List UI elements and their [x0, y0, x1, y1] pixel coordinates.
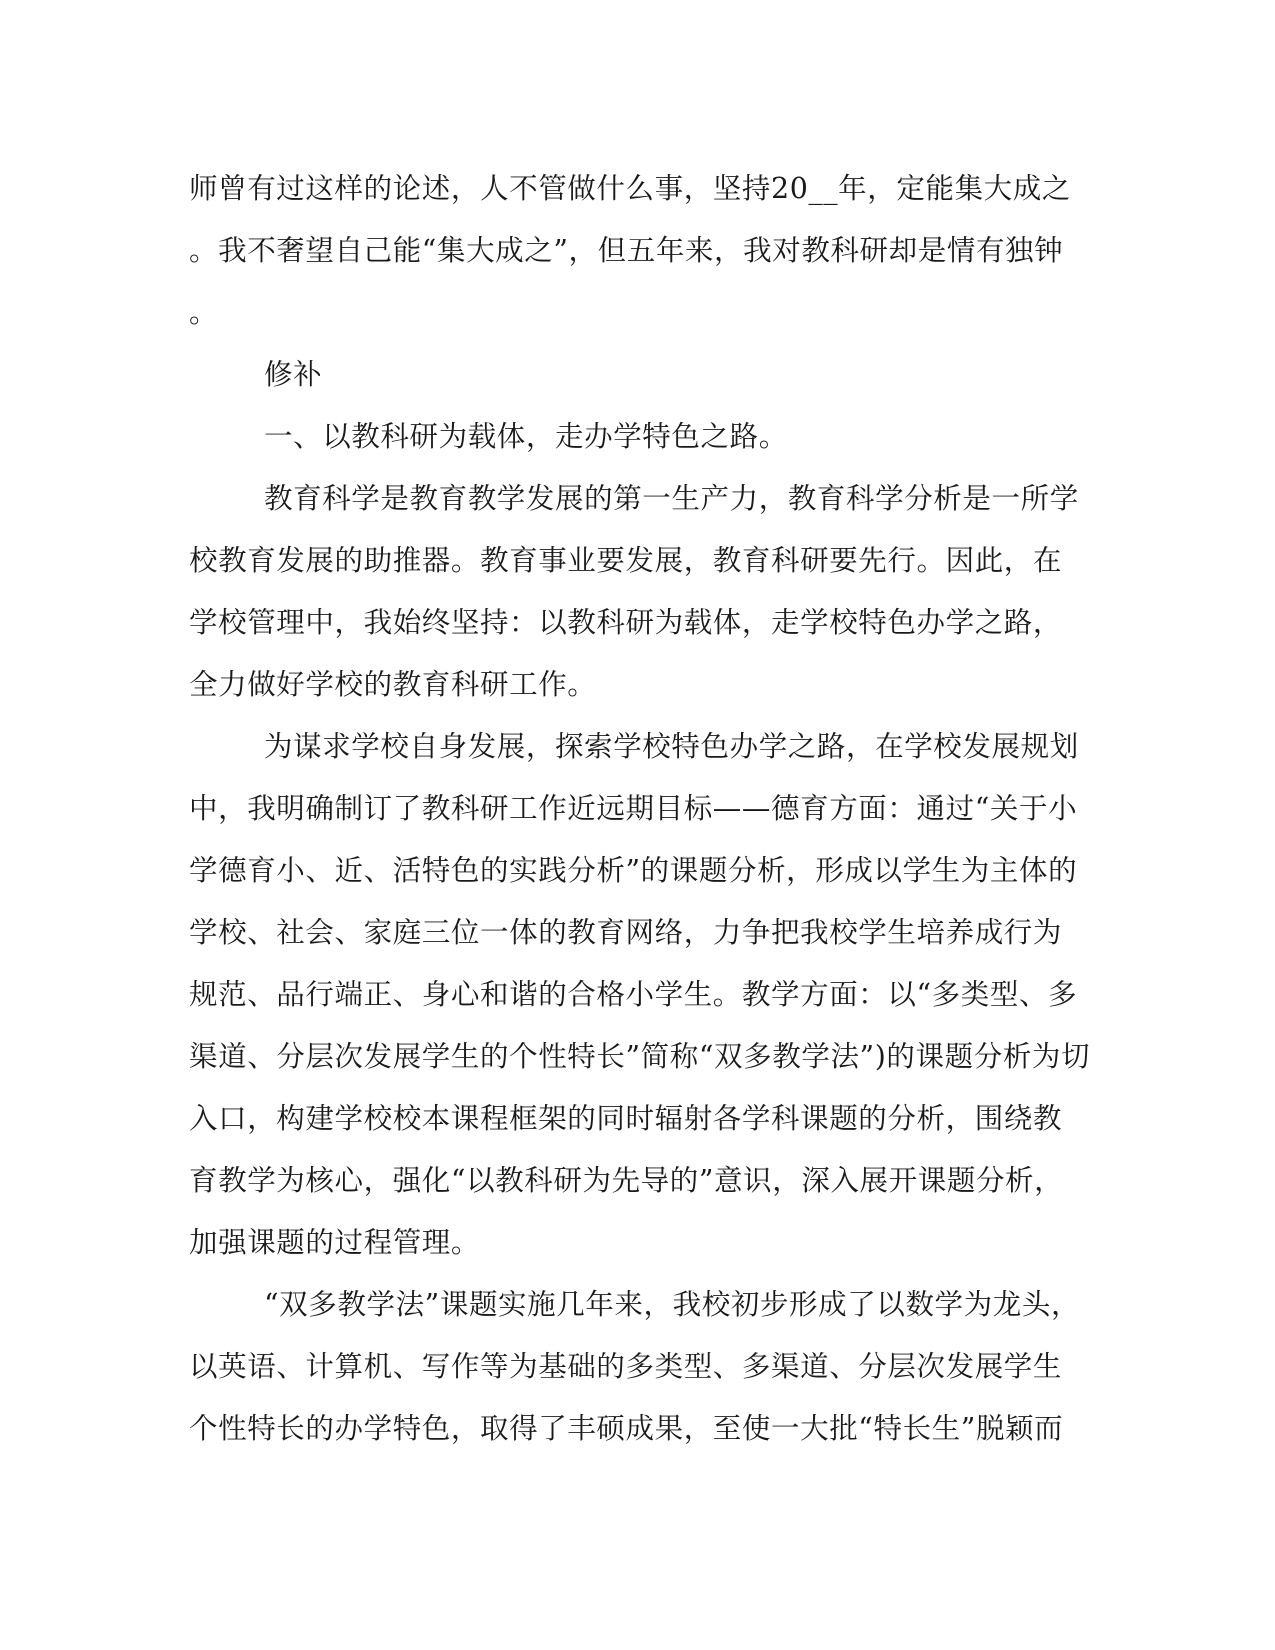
document-body	[189, 158, 1091, 1460]
text-line: 校教育发展的助推器。教育事业要发展，教育科研要先行。因此，在	[189, 544, 1063, 577]
text-line: 全力做好学校的教育科研工作。	[189, 668, 597, 701]
text-line: 渠道、分层次发展学生的个性特长”简称“双多教学法”)的课题分析为切	[189, 1040, 1091, 1073]
text-line: 育教学为核心，强化“以教科研为先导的”意识，深入展开课题分析，	[189, 1164, 1064, 1197]
text-line: 。	[189, 296, 219, 329]
text-line: “双多教学法”课题实施几年来，我校初步形成了以数学为龙头，	[264, 1288, 1081, 1321]
text-line: 中，我明确制订了教科研工作近远期目标——德育方面：通过“关于小	[189, 792, 1078, 825]
text-line: 加强课题的过程管理。	[189, 1226, 481, 1259]
text-line: 学校管理中，我始终坚持：以教科研为载体，走学校特色办学之路，	[189, 606, 1063, 639]
text-line: 规范、品行端正、身心和谐的合格小学生。教学方面：以“多类型、多	[189, 978, 1078, 1011]
text-line: 师曾有过这样的论述，人不管做什么事，坚持20__年，定能集大成之	[189, 172, 1071, 205]
text-line: 个性特长的办学特色，取得了丰硕成果，至使一大批“特长生”脱颖而	[189, 1412, 1064, 1445]
text-line: 入口，构建学校校本课程框架的同时辐射各学科课题的分析，围绕教	[189, 1102, 1063, 1135]
text-line: 以英语、计算机、写作等为基础的多类型、多渠道、分层次发展学生	[189, 1350, 1063, 1383]
text-line: 一、以教科研为载体，走办学特色之路。	[264, 420, 788, 453]
text-line: 学校、社会、家庭三位一体的教育网络，力争把我校学生培养成行为	[189, 916, 1063, 949]
text-line: 学德育小、近、活特色的实践分析”的课题分析，形成以学生为主体的	[189, 854, 1078, 887]
text-line: 。我不奢望自己能“集大成之”，但五年来，我对教科研却是情有独钟	[189, 234, 1064, 267]
text-line: 修补	[264, 358, 323, 391]
text-line: 教育科学是教育教学发展的第一生产力，教育科学分析是一所学	[264, 482, 1079, 515]
text-line: 为谋求学校自身发展，探索学校特色办学之路，在学校发展规划	[264, 730, 1079, 763]
